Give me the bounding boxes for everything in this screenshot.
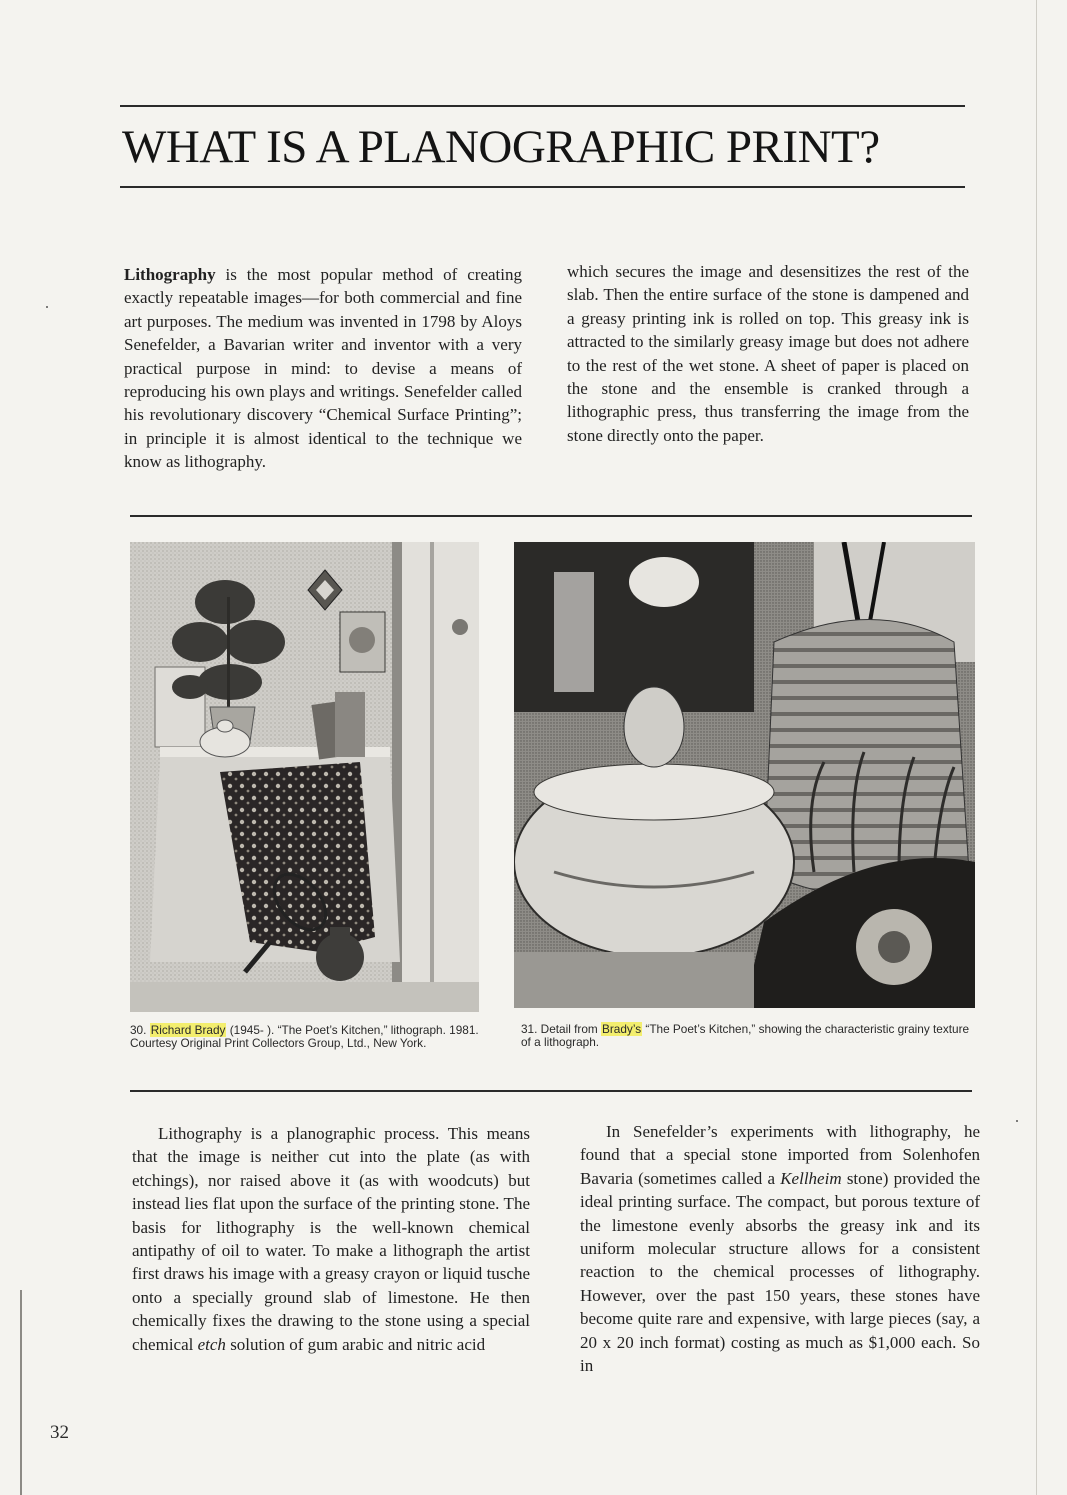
artist-name-highlight: Richard Brady — [150, 1023, 226, 1037]
poets-kitchen-detail — [514, 542, 975, 1008]
figures-bottom-rule — [130, 1090, 972, 1092]
kellheim-word: Kellheim — [780, 1168, 842, 1188]
body-left-text: Lithography is a planographic process. This means that the image is neither cut into the plate (as with etchings), nor raised above it (as with woodcuts) but instead lies flat upon the surface of the printing stone. The basis for lithography is the well-known chemical antipathy of oil to water. To make a lithograph the artist first draws his image with a greasy crayon or liquid tusche onto a specially ground slab of limestone. He then chemically fixes the drawing to the stone using a special chemical — [132, 1124, 530, 1354]
intro-column-right — [567, 260, 969, 447]
figure-30-number: 30. — [130, 1023, 147, 1037]
body-left-text-end: solution of gum arabic and nitric acid — [225, 1334, 486, 1354]
page-number: 32 — [50, 1422, 69, 1443]
poets-kitchen-lithograph — [130, 542, 479, 1012]
figures-top-rule — [130, 515, 972, 517]
figure-31-caption-text: “The Poet’s Kitchen,” showing the characteristic grainy texture of a lithograph. — [521, 1022, 970, 1049]
page-title: WHAT IS A PLANOGRAPHIC PRINT? — [122, 121, 880, 173]
etch-word: etch — [197, 1334, 226, 1354]
figure-30-caption — [130, 1024, 482, 1049]
title-top-rule — [120, 105, 965, 107]
body-right-text: In Senefelder’s experiments with lithography, he found that a special stone imported from Solenhofen Bavaria (sometimes called a — [580, 1122, 980, 1188]
page-edge — [1036, 0, 1037, 1495]
figure-31-image — [514, 542, 975, 1008]
body-column-right — [580, 1120, 980, 1377]
body-right-text-end: stone) provided the ideal printing surface. The compact, but porous texture of the limestone evenly absorbs the greasy ink and its uniform molecular structure allows for a consistent reaction to the chemical processes of lithography. However, over the past 150 years, these stones have become quite rare and expensive, with large pieces (say, a 20 x 20 inch format) costing as much as $1,000 each. So in — [580, 1168, 980, 1376]
scan-speck — [46, 306, 48, 308]
figure-31-caption — [521, 1023, 976, 1048]
figure-30-image — [130, 542, 479, 1012]
intro-left-text: is the most popular method of creating exactly repeatable images—for both commercial and fine art purposes. The medium was invented in 1798 by Aloys Senefelder, a Bavarian writer and inventor with a very practical purpose in mind: to devise a means of reproducing his own plays and writings. Senefelder called his revolutionary discovery “Chemical Surface Printing”; in principle it is almost identical to the technique we know as lithography. — [124, 265, 522, 472]
body-column-left — [132, 1122, 530, 1356]
binding-edge — [20, 1290, 22, 1495]
title-bottom-rule — [120, 186, 965, 188]
figure-30-caption-text: (1945- ). “The Poet’s Kitchen,” lithograph. 1981. Courtesy Original Print Collectors Group, Ltd., New York. — [130, 1023, 479, 1050]
bradys-highlight: Brady’s — [602, 1022, 642, 1036]
intro-column-left — [124, 263, 522, 474]
intro-right-text: which secures the image and desensitizes the rest of the slab. Then the entire surface of the stone is dampened and a greasy printing ink is rolled on top. This greasy ink is attracted to the similarly greasy image but does not adhere to the rest of the wet stone. A sheet of paper is placed on the stone and the ensemble is cranked through a lithographic press, thus transferring the image from the stone directly onto the paper. — [567, 262, 969, 445]
scan-speck — [1016, 1120, 1018, 1122]
figure-31-prefix: 31. Detail from — [521, 1022, 601, 1036]
lead-word: Lithography — [124, 265, 216, 284]
